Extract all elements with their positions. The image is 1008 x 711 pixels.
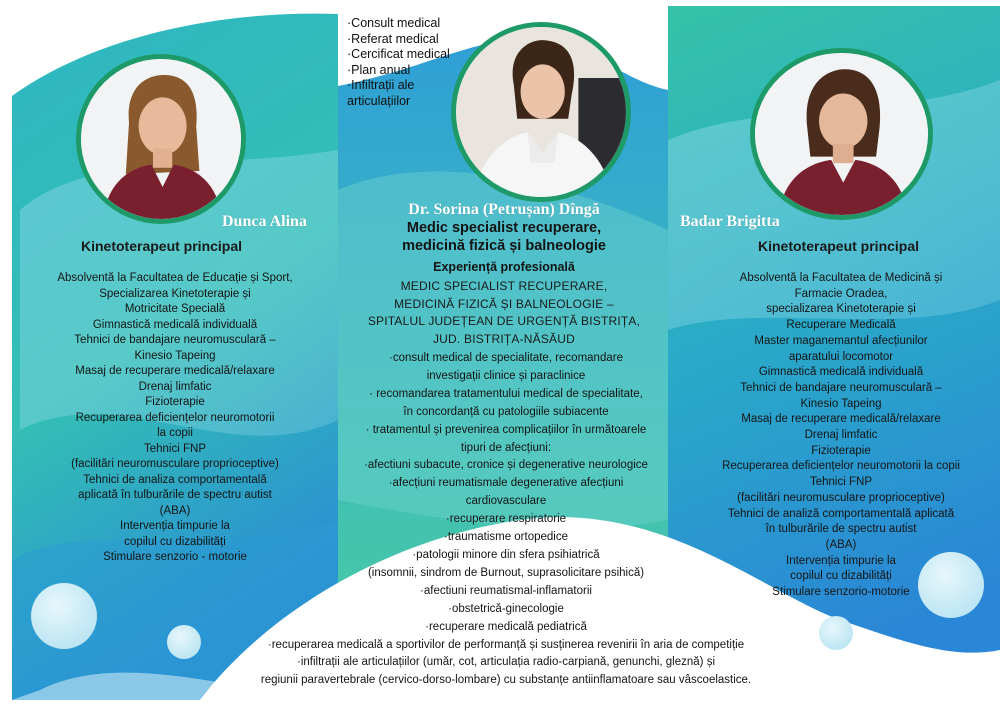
list-item: Masaj de recuperare medicală/relaxare xyxy=(741,413,941,426)
list-item: Specializarea Kinetoterapie și xyxy=(99,287,251,300)
service-item: ·Cercificat medical xyxy=(347,47,450,61)
experience-heading: Experiență profesională xyxy=(433,260,575,274)
list-item: Drenaj limfatic xyxy=(138,380,212,393)
service-item: ·Consult medical xyxy=(347,16,441,30)
list-item: Tehnici de analiză comportamentală aplicată xyxy=(727,507,955,520)
list-item: · tratamentul și prevenirea complicațiilor în următoarele xyxy=(365,423,647,436)
list-item: (ABA) xyxy=(825,538,857,551)
list-item: Intervenția timpurie la xyxy=(786,554,896,567)
list-item: SPITALUL JUDEȚEAN DE URGENȚĂ BISTRIȚA, xyxy=(367,314,641,328)
center-title-line2: medicină fizică și balneologie xyxy=(402,238,606,254)
list-item: (insomnii, sindrom de Burnout, suprasolicitare psihică) xyxy=(367,566,645,579)
list-item: Masaj de recuperare medicală/relaxare xyxy=(75,365,275,377)
list-item: ·consult medical de specialitate, recomandare xyxy=(389,352,623,364)
right-name: Badar Brigitta xyxy=(680,213,780,230)
list-item: Fizioterapie xyxy=(145,396,205,408)
list-item: ·recuperarea medicală a sportivilor de performanță și susținerea revenirii în aria de competiție xyxy=(267,638,745,651)
list-item: cardiovasculare xyxy=(465,495,547,508)
left-role: Kinetoterapeut principal xyxy=(81,238,243,254)
list-item: Absolventă la Facultatea de Educație și Sport, xyxy=(57,272,293,284)
portrait-badar-brigitta xyxy=(750,48,933,220)
list-item: Gimnastică medicală individuală xyxy=(92,318,258,331)
list-item: regiunii paravertebrale (cervico-dorso-lombare) cu substanțe antiinflamatoare sau vâscoelastice. xyxy=(260,674,752,687)
list-item: Tehnici FNP xyxy=(810,476,872,489)
list-item: MEDICINĂ FIZICĂ ȘI BALNEOLOGIE – xyxy=(394,296,614,311)
bubble-decoration xyxy=(167,625,201,659)
list-item: ·traumatisme ortopedice xyxy=(444,531,568,544)
center-name: Dr. Sorina (Petrușan) Dîngă xyxy=(408,201,600,218)
services-list xyxy=(347,16,450,109)
list-item: Master maganemantul afecțiunilor xyxy=(754,334,928,347)
service-item: ·Referat medical xyxy=(347,31,439,46)
list-item: aparatului locomotor xyxy=(788,350,894,363)
list-item: tipuri de afecțiuni: xyxy=(460,441,552,454)
center-title-line1: Medic specialist recuperare, xyxy=(406,220,602,236)
list-item: Stimulare senzorio - motorie xyxy=(103,551,247,563)
list-item: Tehnici de bandajare neuromusculară – xyxy=(740,381,942,394)
list-item: în concordanță cu patologiile subiacente xyxy=(403,405,609,418)
list-item: Drenaj limfatic xyxy=(804,429,878,442)
list-item: specializarea Kinetoterapie și xyxy=(766,303,916,316)
list-item: Fizioterapie xyxy=(811,444,871,457)
list-item: în tulburările de spectru autist xyxy=(765,523,917,536)
service-item: ·Infiltrații ale xyxy=(347,78,415,92)
list-item: (ABA) xyxy=(159,504,191,517)
list-item: Tehnici de bandajare neuromusculară – xyxy=(74,334,276,346)
list-item: copilul cu dizabilități xyxy=(790,570,892,583)
list-item: ·afectiuni reumatismal-inflamatorii xyxy=(420,584,592,597)
list-item: ·recuperare respiratorie xyxy=(445,513,567,526)
list-item: aplicată în tulburările de spectru autist xyxy=(78,489,272,501)
list-item: ·recuperare medicală pediatrică xyxy=(425,620,587,633)
bubble-decoration xyxy=(31,583,97,649)
portrait-sorina-dinga xyxy=(451,22,631,202)
list-item: Farmacie Oradea, xyxy=(794,287,888,300)
list-item: · recomandarea tratamentului medical de specialitate, xyxy=(369,387,643,400)
list-item: Motricitate Specială xyxy=(124,303,226,315)
list-item: ·patologii minore din sfera psihiatrică xyxy=(412,548,600,561)
center-employer-block xyxy=(340,278,668,348)
list-item: Recuperare Medicală xyxy=(786,319,896,332)
list-item: Kinesio Tapeing xyxy=(800,397,882,410)
service-item: ·Plan anual xyxy=(347,62,411,77)
list-item: la copii xyxy=(157,427,193,439)
list-item: Tehnici de analiza comportamentală xyxy=(83,473,267,486)
list-item: MEDIC SPECIALIST RECUPERARE, xyxy=(400,279,608,293)
left-name: Dunca Alina xyxy=(222,213,307,230)
list-item: ·obstetrică-ginecologie xyxy=(448,602,564,615)
list-item: ·afectiuni subacute, cronice și degenerative neurologice xyxy=(364,459,648,472)
list-item: (facilitări neuromusculare proprioceptive) xyxy=(71,458,279,470)
list-item: ·infiltrații ale articulațiilor (umăr, cot, articulația radio-carpiană, genunchi, gleznă) și xyxy=(296,656,716,669)
list-item: (facilitări neuromusculare proprioceptive) xyxy=(737,491,945,504)
service-item: articulațiilor xyxy=(347,93,411,108)
portrait-dunca-alina xyxy=(76,54,246,224)
right-role: Kinetoterapeut principal xyxy=(758,238,920,254)
list-item: Recuperarea deficiențelor neuromotorii xyxy=(75,411,275,424)
right-qualifications-list xyxy=(686,271,996,601)
list-item: Absolventă la Facultatea de Medicină și xyxy=(739,272,943,284)
list-item: Recuperarea deficiențelor neuromotorii la copii xyxy=(722,460,960,473)
list-item: copilul cu dizabilități xyxy=(124,535,226,548)
list-item: Intervenția timpurie la xyxy=(120,520,230,532)
list-item: Gimnastică medicală individuală xyxy=(758,366,924,379)
list-item: JUD. BISTRIȚA-NĂSĂUD xyxy=(432,331,575,346)
list-item: investigații clinice și paraclinice xyxy=(426,369,586,382)
list-item: Tehnici FNP xyxy=(144,442,206,455)
list-item: ·afecțiuni reumatismale degenerative afecțiuni xyxy=(388,477,624,490)
list-item: Stimulare senzorio-motorie xyxy=(772,586,910,599)
list-item: Kinesio Tapeing xyxy=(134,349,216,362)
bubble-decoration xyxy=(819,616,853,650)
